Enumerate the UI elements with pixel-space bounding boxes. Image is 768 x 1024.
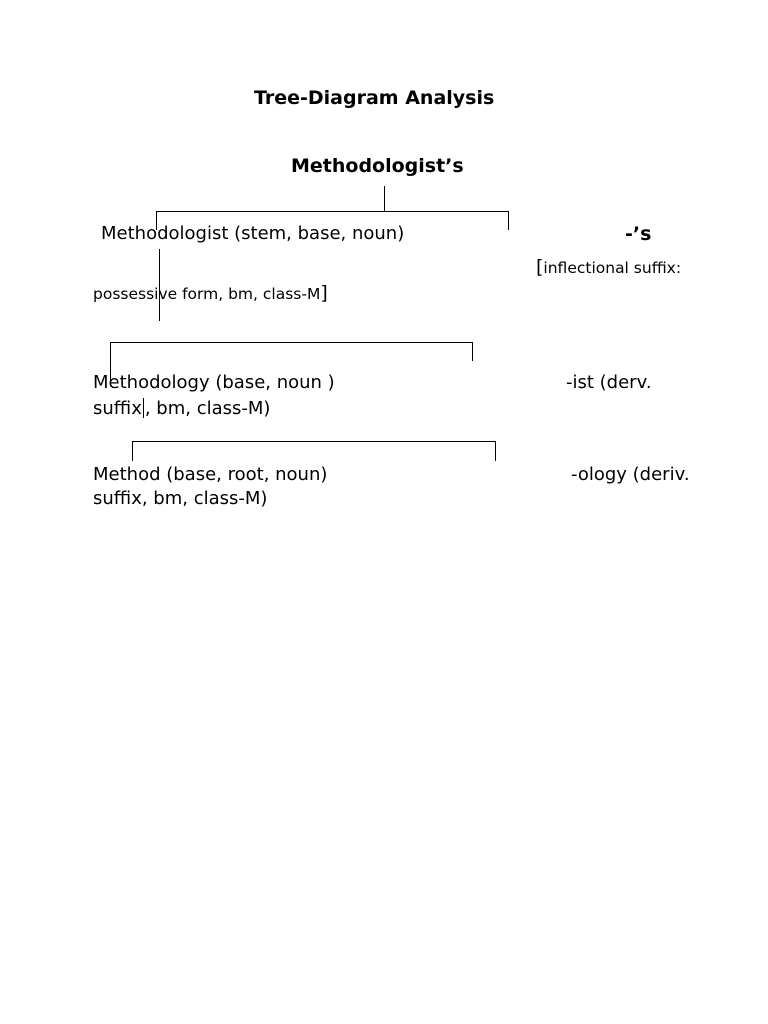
level3-suffix-label: -ology (deriv. bbox=[571, 464, 690, 485]
tree-line-level1-right bbox=[508, 211, 509, 230]
text-cursor bbox=[143, 398, 144, 418]
page-title: Tree-Diagram Analysis bbox=[254, 87, 495, 109]
level3-continuation: suffix, bm, class-M) bbox=[93, 488, 268, 509]
level2-base-label: Methodology (base, noun ) bbox=[93, 372, 335, 393]
level1-suffix: -’s bbox=[625, 223, 652, 245]
tree-line-root-stem bbox=[384, 186, 385, 212]
tree-line-level2-bar bbox=[110, 342, 473, 343]
root-word: Methodologist’s bbox=[291, 155, 464, 177]
level2-cont-part1: suffix bbox=[93, 398, 142, 419]
tree-line-level3-left bbox=[132, 441, 133, 461]
level1-suffix-desc-line2 bbox=[93, 284, 328, 303]
tree-line-level1-bar bbox=[156, 211, 509, 212]
suffix-desc-part1: inflectional suffix: bbox=[543, 259, 682, 277]
level3-base-label: Method (base, root, noun) bbox=[93, 464, 328, 485]
tree-line-level3-bar bbox=[132, 441, 496, 442]
level1-stem-label: Methodologist (stem, base, noun) bbox=[101, 223, 405, 244]
suffix-desc-part2: possessive form, bm, class-M bbox=[93, 285, 321, 303]
level2-continuation bbox=[93, 398, 270, 418]
tree-line-level3-right bbox=[495, 441, 496, 461]
tree-line-level2-right bbox=[472, 342, 473, 361]
bracket-close: ] bbox=[320, 282, 328, 304]
level2-cont-part2: , bm, class-M) bbox=[144, 398, 271, 419]
bracket-open: [ bbox=[536, 256, 544, 278]
level2-suffix-label: -ist (derv. bbox=[566, 372, 652, 393]
level1-suffix-desc-line1 bbox=[536, 258, 681, 277]
